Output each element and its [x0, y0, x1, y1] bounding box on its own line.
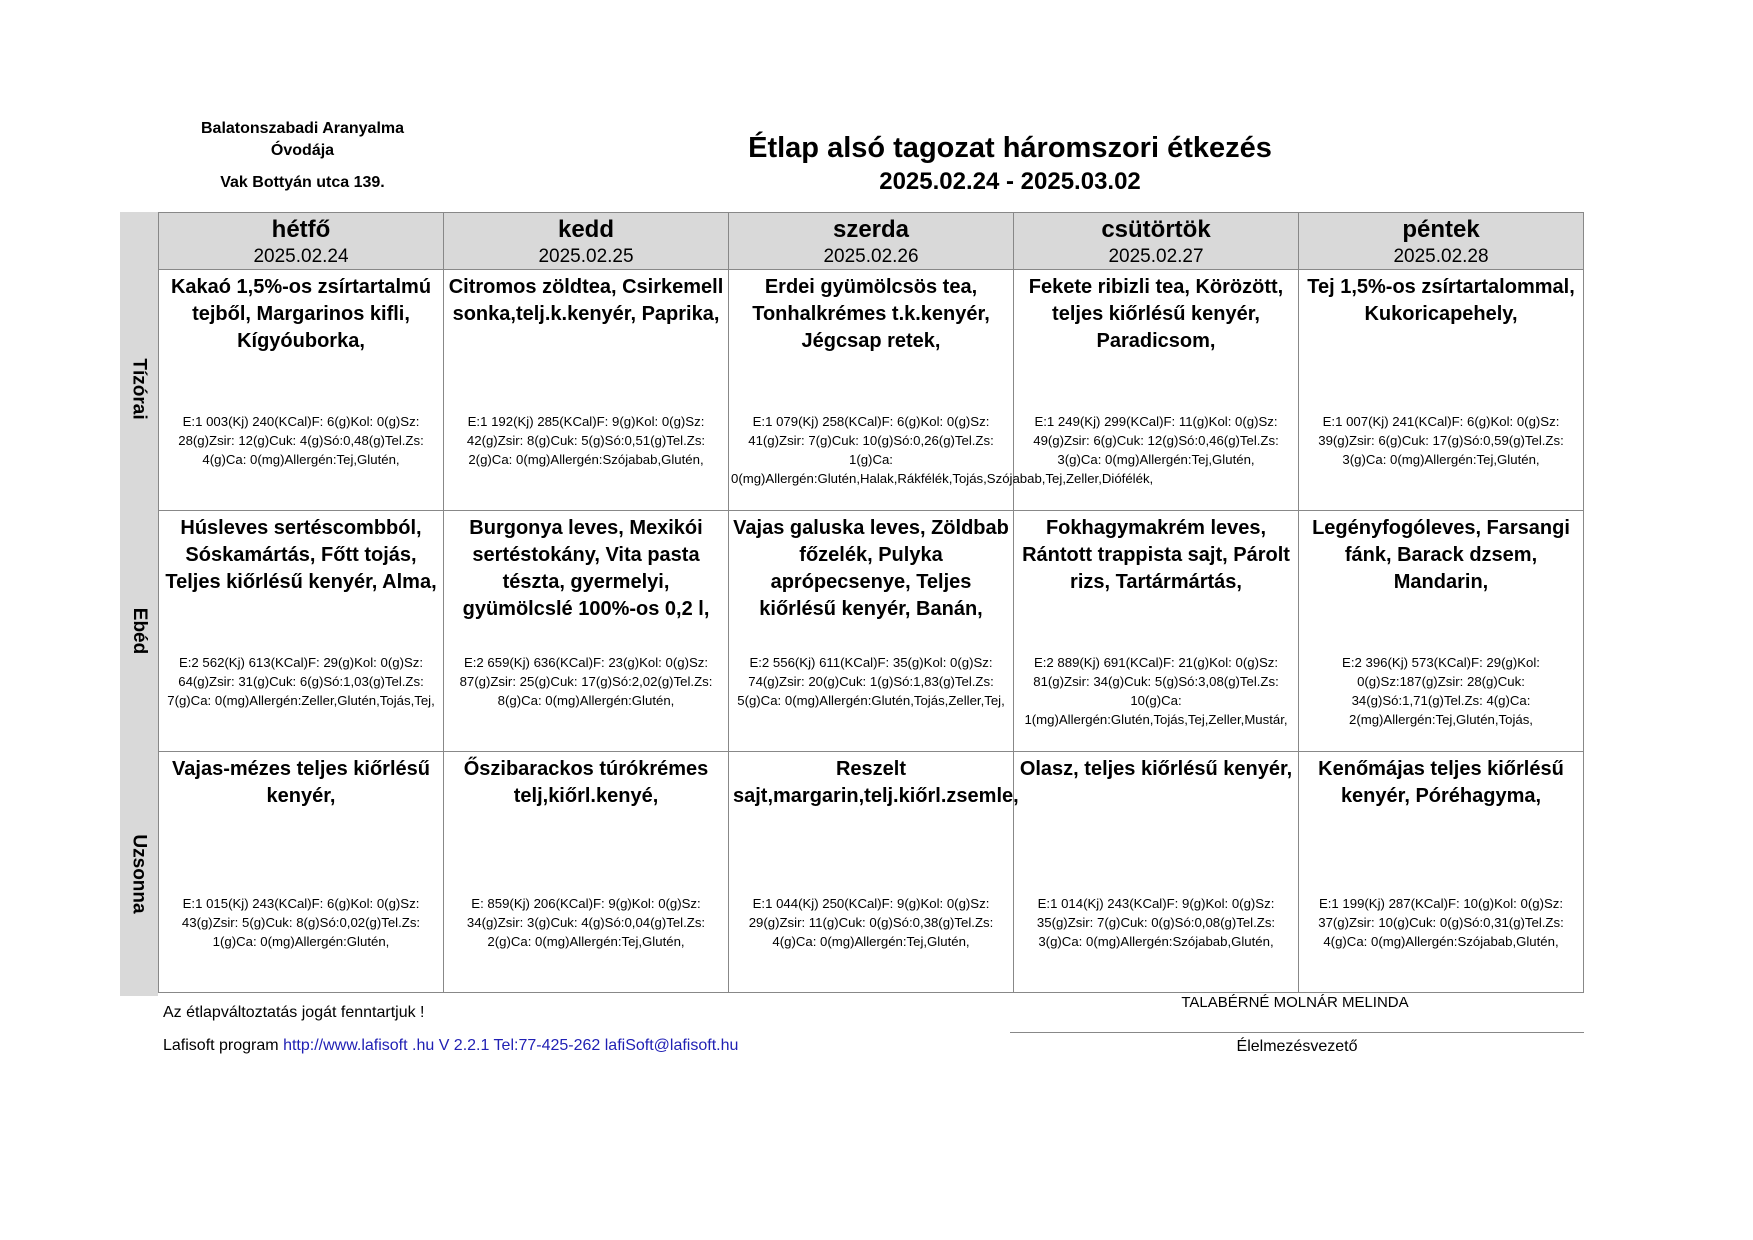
nutrition-text: E: 859(Kj) 206(KCal)F: 9(g)Kol: 0(g)Sz: 34(g)Zsir: 3(g)Cuk: 4(g)Só:0,04(g)Tel.Zs: 2(g)Ca: 0(mg)Allergén:Tej,Glutén, — [466, 896, 706, 949]
dish-text: Legényfogóleves, Farsangi fánk, Barack dzsem, Mandarin, — [1312, 517, 1570, 593]
menu-title: Étlap alsó tagozat háromszori étkezés — [748, 132, 1272, 164]
menu-title-block — [700, 130, 1320, 198]
signer-name: TALABÉRNÉ MOLNÁR MELINDA — [1181, 994, 1409, 1011]
dish-text: Őszibarackos túrókrémes telj,kiőrl.kenyé, — [463, 758, 709, 807]
menu-cell — [1014, 752, 1299, 993]
menu-cell — [1014, 511, 1299, 752]
menu-cell — [1299, 270, 1584, 511]
menu-cell — [444, 752, 729, 993]
nutrition-text: E:2 556(Kj) 611(KCal)F: 35(g)Kol: 0(g)Sz: 74(g)Zsir: 20(g)Cuk: 1(g)Só:1,83(g)Tel.Zs: 5(g)Ca: 0(mg)Allergén:Glutén,Tojás,Zeller,Tej, — [737, 655, 1005, 708]
meal-labels-column — [120, 212, 158, 996]
day-name: hétfő — [271, 216, 331, 243]
meal-label-uzsonna: Uzsonna — [129, 834, 150, 914]
dish-text: Olasz, teljes kiőrlésű kenyér, — [1019, 758, 1293, 780]
menu-cell — [1299, 752, 1584, 993]
day-header-monday — [159, 213, 444, 270]
dish-text: Vajas galuska leves, Zöldbab főzelék, Pulyka aprópecsenye, Teljes kiőrlésű kenyér, Banán, — [733, 517, 1009, 620]
program-link[interactable]: http://www.lafisoft .hu V 2.2.1 Tel:77-425-262 lafiSoft@lafisoft.hu — [283, 1037, 739, 1054]
dish-text: Fokhagymakrém leves, Rántott trappista sajt, Párolt rizs, Tartármártás, — [1022, 517, 1290, 593]
meal-label-tizorai: Tízórai — [129, 358, 151, 420]
day-date: 2025.02.27 — [1108, 246, 1204, 267]
menu-cell — [729, 270, 1154, 511]
day-name: csütörtök — [1101, 216, 1211, 243]
day-name: péntek — [1402, 216, 1480, 243]
nutrition-text: E:1 192(Kj) 285(KCal)F: 9(g)Kol: 0(g)Sz: 42(g)Zsir: 8(g)Cuk: 5(g)Só:0,51(g)Tel.Zs: 2(g)Ca: 0(mg)Allergén:Szójabab,Glutén, — [466, 414, 706, 467]
dish-text: Kenőmájas teljes kiőrlésű kenyér, Póréhagyma, — [1318, 758, 1564, 807]
day-date: 2025.02.25 — [538, 246, 634, 267]
nutrition-text: E:2 659(Kj) 636(KCal)F: 23(g)Kol: 0(g)Sz: 87(g)Zsir: 25(g)Cuk: 17(g)Só:2,02(g)Tel.Zs: 8(g)Ca: 0(mg)Allergén:Glutén, — [459, 655, 713, 708]
menu-cell — [159, 511, 444, 752]
dish-text: Burgonya leves, Mexikói sertéstokány, Vita pasta tészta, gyermelyi, gyümölcslé 100%-os 0,2 l, — [462, 517, 710, 620]
menu-cell — [159, 752, 444, 993]
nutrition-text: E:1 003(Kj) 240(KCal)F: 6(g)Kol: 0(g)Sz: 28(g)Zsir: 12(g)Cuk: 4(g)Só:0,48(g)Tel.Zs: 4(g)Ca: 0(mg)Allergén:Tej,Glutén, — [178, 414, 424, 467]
nutrition-text: E:1 044(Kj) 250(KCal)F: 9(g)Kol: 0(g)Sz: 29(g)Zsir: 11(g)Cuk: 0(g)Só:0,38(g)Tel.Zs: 4(g)Ca: 0(mg)Allergén:Tej,Glutén, — [748, 896, 994, 949]
dish-text: Fekete ribizli tea, Körözött, teljes kiőrlésű kenyér, Paradicsom, — [1028, 276, 1284, 352]
meal-row-uzsonna — [159, 752, 1584, 993]
school-address: Vak Bottyán utca 139. — [220, 174, 385, 191]
day-header-friday — [1299, 213, 1584, 270]
nutrition-text: E:1 007(Kj) 241(KCal)F: 6(g)Kol: 0(g)Sz: 39(g)Zsir: 6(g)Cuk: 17(g)Só:0,59(g)Tel.Zs: 3(g)Ca: 0(mg)Allergén:Tej,Glutén, — [1318, 414, 1564, 467]
day-name: kedd — [557, 216, 614, 243]
dish-text: Erdei gyümölcsös tea, Tonhalkrémes t.k.kenyér, Jégcsap retek, — [752, 276, 990, 352]
menu-cell — [444, 270, 729, 511]
day-date: 2025.02.24 — [253, 246, 349, 267]
dish-text: Tej 1,5%-os zsírtartalommal, Kukoricapehely, — [1307, 276, 1575, 325]
meal-row-tizorai — [159, 270, 1584, 511]
menu-date-range: 2025.02.24 - 2025.03.02 — [879, 168, 1141, 195]
menu-cell — [1299, 511, 1584, 752]
nutrition-text: E:2 396(Kj) 573(KCal)F: 29(g)Kol: 0(g)Sz:187(g)Zsir: 28(g)Cuk: 34(g)Só:1,71(g)Tel.Zs: 4(g)Ca: 2(mg)Allergén:Tej,Glutén,Tojás, — [1342, 655, 1540, 727]
menu-cell — [444, 511, 729, 752]
day-header-tuesday — [444, 213, 729, 270]
menu-cell — [729, 752, 1019, 993]
nutrition-text: E:1 079(Kj) 258(KCal)F: 6(g)Kol: 0(g)Sz: 41(g)Zsir: 7(g)Cuk: 10(g)Só:0,26(g)Tel.Zs: 1(g)Ca: 0(mg)Allergén:Glutén,Halak,Rákfélék,Tojás,Szójabab,Tej,Zeller,Diófélék, — [731, 414, 1154, 486]
signature-line — [1010, 1032, 1584, 1033]
day-name: szerda — [832, 216, 910, 243]
program-prefix: Lafisoft program — [163, 1037, 284, 1054]
meal-label-ebed: Ebéd — [129, 607, 151, 655]
nutrition-text: E:2 889(Kj) 691(KCal)F: 21(g)Kol: 0(g)Sz: 81(g)Zsir: 34(g)Cuk: 5(g)Só:3,08(g)Tel.Zs: 10(g)Ca: 1(mg)Allergén:Glutén,Tojás,Tej,Zeller,Mustár, — [1024, 655, 1288, 727]
school-name-line2: Óvodája — [270, 142, 335, 159]
day-header-wednesday — [729, 213, 1014, 270]
day-date: 2025.02.26 — [823, 246, 919, 267]
nutrition-text: E:1 199(Kj) 287(KCal)F: 10(g)Kol: 0(g)Sz: 37(g)Zsir: 10(g)Cuk: 0(g)Só:0,31(g)Tel.Zs: 4(g)Ca: 0(mg)Allergén:Szójabab,Glutén, — [1318, 896, 1564, 949]
menu-table — [158, 212, 1584, 993]
dish-text: Kakaó 1,5%-os zsírtartalmú tejből, Margarinos kifli, Kígyóuborka, — [170, 276, 432, 352]
nutrition-text: E:1 015(Kj) 243(KCal)F: 6(g)Kol: 0(g)Sz: 43(g)Zsir: 5(g)Cuk: 8(g)Só:0,02(g)Tel.Zs: 1(g)Ca: 0(mg)Allergén:Glutén, — [181, 896, 421, 949]
nutrition-text: E:1 249(Kj) 299(KCal)F: 11(g)Kol: 0(g)Sz: 49(g)Zsir: 6(g)Cuk: 12(g)Só:0,46(g)Tel.Zs: 3(g)Ca: 0(mg)Allergén:Tej,Glutén, — [1033, 414, 1279, 467]
dish-text: Vajas-mézes teljes kiőrlésű kenyér, — [172, 758, 430, 807]
day-date: 2025.02.28 — [1393, 246, 1489, 267]
footer-note: Az étlapváltoztatás jogát fenntartjuk ! — [163, 1004, 425, 1021]
school-info — [170, 118, 435, 194]
nutrition-text: E:2 562(Kj) 613(KCal)F: 29(g)Kol: 0(g)Sz: 64(g)Zsir: 31(g)Cuk: 6(g)Só:1,03(g)Tel.Zs: 7(g)Ca: 0(mg)Allergén:Zeller,Glutén,Tojás,Tej, — [167, 655, 435, 708]
menu-cell — [1014, 270, 1299, 511]
school-name-line1: Balatonszabadi Aranyalma — [200, 120, 405, 137]
day-header-row — [159, 213, 1584, 270]
nutrition-text: E:1 014(Kj) 243(KCal)F: 9(g)Kol: 0(g)Sz: 35(g)Zsir: 7(g)Cuk: 0(g)Só:0,08(g)Tel.Zs: 3(g)Ca: 0(mg)Allergén:Szójabab,Glutén, — [1036, 896, 1276, 949]
signer-role: Élelmezésvezető — [1236, 1038, 1358, 1055]
meal-row-ebed — [159, 511, 1584, 752]
menu-cell — [729, 511, 1014, 752]
day-header-thursday — [1014, 213, 1299, 270]
footer-program-info — [163, 1037, 738, 1055]
menu-cell — [159, 270, 444, 511]
dish-text: Citromos zöldtea, Csirkemell sonka,telj.k.kenyér, Paprika, — [448, 276, 724, 325]
dish-text: Reszelt sajt,margarin,telj.kiőrl.zsemle, — [733, 758, 1019, 807]
dish-text: Húsleves sertéscombból, Sóskamártás, Főtt tojás, Teljes kiőrlésű kenyér, Alma, — [165, 517, 437, 593]
